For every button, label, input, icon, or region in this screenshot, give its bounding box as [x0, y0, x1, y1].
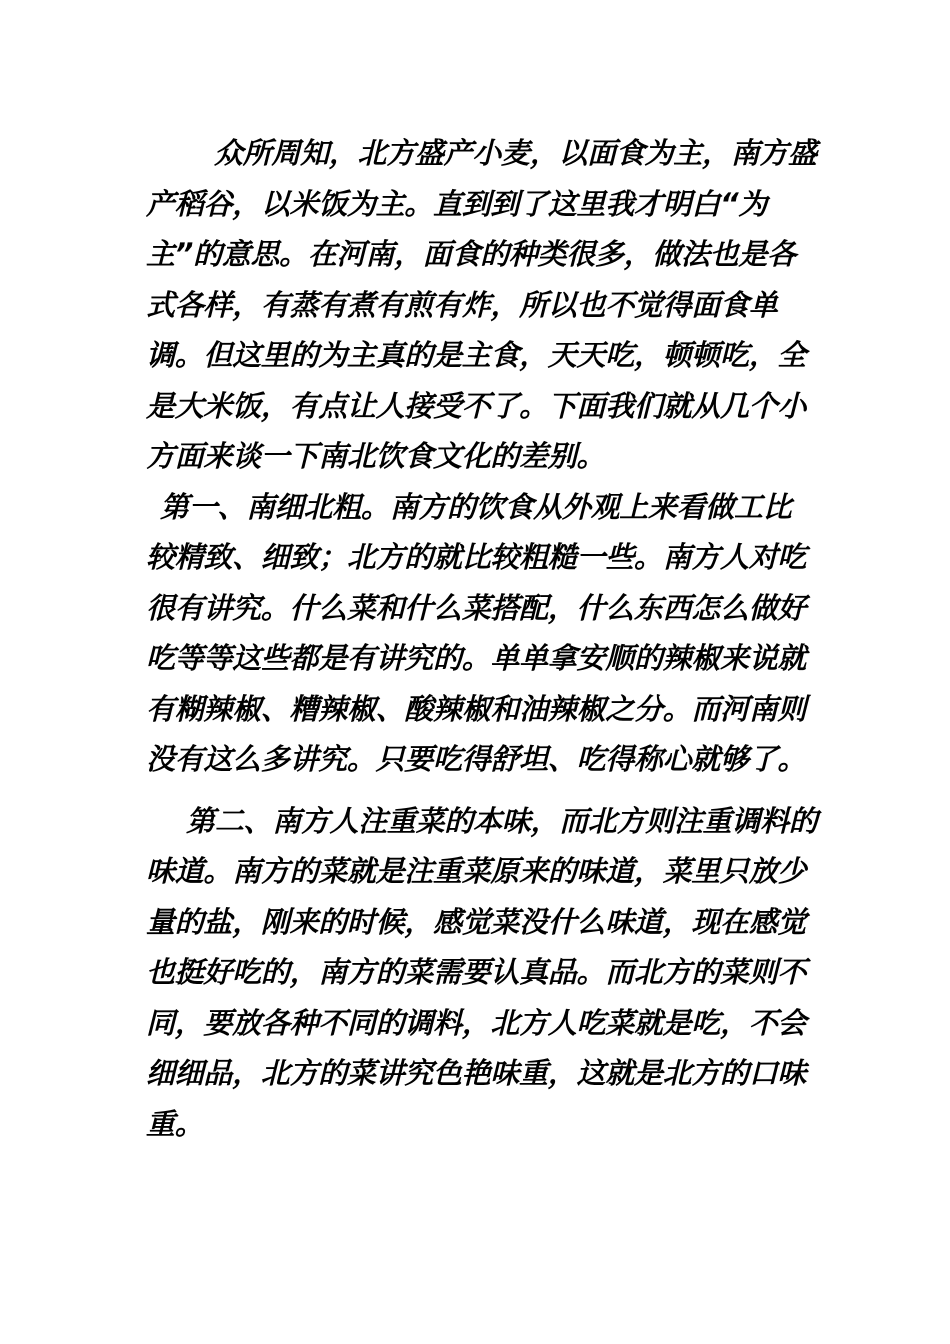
document-body — [146, 128, 818, 1149]
paragraph-first-point: 第一、南细北粗。南方的饮食从外观上来看做工比较精致、细致；北方的就比较粗糙一些。南方人对吃很有讲究。什么菜和什么菜搭配，什么东西怎么做好吃等等这些都是有讲究的。单单拿安顺的辣椒来说就有糊辣椒、糟辣椒、酸辣椒和油辣椒之分。而河南则没有这么多讲究。只要吃得舒坦、吃得称心就够了。 — [146, 489, 807, 776]
paragraph-second-point: 第二、南方人注重菜的本味，而北方则注重调料的味道。南方的菜就是注重菜原来的味道，菜里只放少量的盐，刚来的时候，感觉菜没什么味道，现在感觉也挺好吃的，南方的菜需要认真品。而北方的菜则不同，要放各种不同的调料，北方人吃菜就是吃，不会细细品，北方的菜讲究色艳味重，这就是北方的口味重。 — [146, 803, 818, 1141]
paragraph-intro: 众所周知，北方盛产小麦，以面食为主，南方盛产稻谷，以米饭为主。直到到了这里我才明白“为主”的意思。在河南，面食的种类很多，做法也是各式各样，有蒸有煮有煎有炸，所以也不觉得面食单调。但这里的为主真的是主食，天天吃，顿顿吃，全是大米饭，有点让人接受不了。下面我们就从几个小方面来谈一下南北饮食文化的差别。 — [146, 136, 817, 473]
